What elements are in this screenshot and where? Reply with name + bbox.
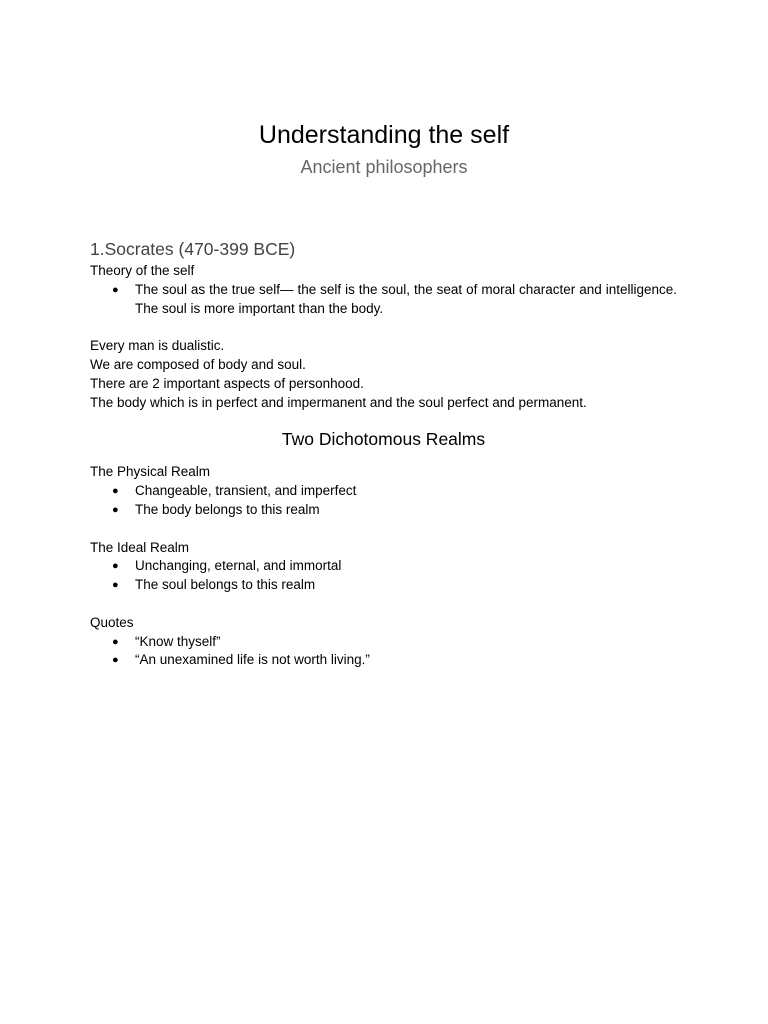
list-item-text: “An unexamined life is not worth living.”: [135, 652, 370, 668]
quotes-list: [90, 633, 677, 671]
spacer: [90, 520, 677, 539]
physical-realm-label: The Physical Realm: [90, 464, 211, 480]
ideal-realm-list: [90, 557, 677, 595]
physical-realm-list: [90, 482, 677, 520]
paragraph-line: The body which is in perfect and impermanent and the soul perfect and permanent.: [90, 394, 587, 410]
paragraph-line: We are composed of body and soul.: [90, 356, 306, 372]
paragraph-line: There are 2 important aspects of personhood.: [90, 375, 364, 391]
list-item: [112, 651, 677, 670]
list-item-text: Changeable, transient, and imperfect: [135, 483, 357, 499]
document-body: [90, 236, 677, 670]
quotes-label: Quotes: [90, 614, 134, 630]
list-item-text: Unchanging, eternal, and immortal: [135, 558, 342, 574]
theory-list: [90, 281, 677, 319]
spacer: [90, 318, 677, 337]
list-item: [112, 633, 677, 652]
document-title: Understanding the self: [258, 121, 510, 149]
bullet-icon: ●: [112, 503, 119, 516]
bullet-icon: ●: [112, 485, 119, 498]
list-item-text: The soul as the true self— the self is the soul, the seat of moral character and intelligence. The soul is more important than the body.: [135, 281, 677, 316]
bullet-icon: ●: [112, 579, 119, 592]
list-item: [112, 482, 677, 501]
list-item-text: “Know thyself”: [135, 633, 221, 649]
section-heading: 1.Socrates (470-399 BCE): [90, 239, 296, 259]
list-item: [112, 576, 677, 595]
bullet-icon: ●: [112, 283, 119, 296]
spacer: [90, 595, 677, 614]
list-item-text: The body belongs to this realm: [135, 501, 320, 517]
bullet-icon: ●: [112, 560, 119, 573]
list-item: [112, 501, 677, 520]
list-item: [112, 557, 677, 576]
theory-label: Theory of the self: [90, 263, 195, 278]
realms-heading: Two Dichotomous Realms: [281, 429, 486, 450]
bullet-icon: ●: [112, 635, 119, 648]
ideal-realm-label: The Ideal Realm: [90, 539, 190, 555]
list-item: [112, 281, 677, 319]
document-subtitle: Ancient philosophers: [300, 157, 468, 177]
bullet-icon: ●: [112, 654, 119, 667]
list-item-text: The soul belongs to this realm: [135, 577, 316, 593]
paragraph-line: Every man is dualistic.: [90, 338, 225, 354]
